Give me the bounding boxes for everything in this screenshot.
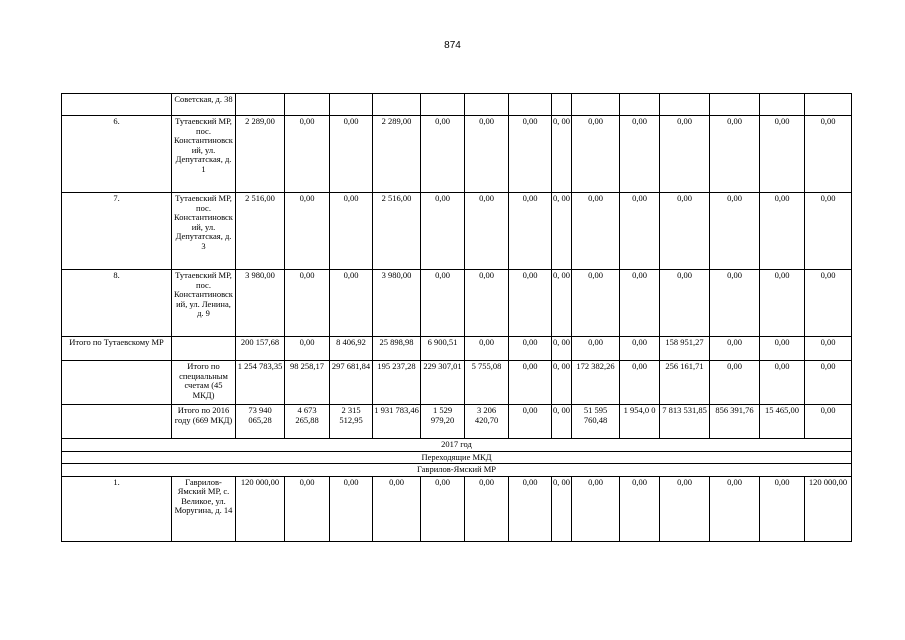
table-row-total-2016 bbox=[62, 405, 852, 439]
value-cell: 0,00 bbox=[805, 405, 852, 439]
section-row bbox=[62, 464, 852, 477]
value-cell: 856 391,76 bbox=[710, 405, 760, 439]
value-cell: 0,00 bbox=[285, 193, 330, 270]
address-cell: Советская, д. 38 bbox=[172, 94, 236, 116]
value-cell: 120 000,00 bbox=[236, 476, 285, 541]
section-district: Гаврилов-Ямский МР bbox=[62, 464, 852, 477]
value-cell: 297 681,84 bbox=[330, 361, 373, 405]
value-cell: 0,00 bbox=[285, 116, 330, 193]
value-cell: 0,00 bbox=[660, 193, 710, 270]
value-cell: 0,00 bbox=[660, 270, 710, 337]
value-cell: 3 980,00 bbox=[373, 270, 421, 337]
value-cell: 0,00 bbox=[285, 476, 330, 541]
address-cell: Тутаевский МР, пос. Константиновский, ул. Ленина, д. 9 bbox=[172, 270, 236, 337]
value-cell: 0, 00 bbox=[552, 116, 572, 193]
value-cell bbox=[285, 94, 330, 116]
value-cell bbox=[465, 94, 509, 116]
value-cell: 0,00 bbox=[465, 337, 509, 361]
value-cell: 0,00 bbox=[330, 476, 373, 541]
value-cell: 0,00 bbox=[421, 476, 465, 541]
value-cell: 8 406,92 bbox=[330, 337, 373, 361]
value-cell: 0,00 bbox=[620, 193, 660, 270]
value-cell: 2 289,00 bbox=[236, 116, 285, 193]
address-cell: Гаврилов-Ямский МР, с. Великое, ул. Моругина, д. 14 bbox=[172, 476, 236, 541]
value-cell: 0,00 bbox=[760, 337, 805, 361]
value-cell bbox=[710, 94, 760, 116]
value-cell: 0,00 bbox=[421, 270, 465, 337]
value-cell: 0, 00 bbox=[552, 270, 572, 337]
value-cell: 0,00 bbox=[710, 337, 760, 361]
value-cell: 0,00 bbox=[710, 116, 760, 193]
table-row bbox=[62, 476, 852, 541]
table-body bbox=[62, 94, 852, 542]
value-cell: 0,00 bbox=[509, 405, 552, 439]
value-cell bbox=[552, 94, 572, 116]
value-cell: 25 898,98 bbox=[373, 337, 421, 361]
value-cell: 0,00 bbox=[710, 193, 760, 270]
total-label: Итого по специальным счетам (45 МКД) bbox=[172, 361, 236, 405]
value-cell: 256 161,71 bbox=[660, 361, 710, 405]
value-cell: 1 954,0 0 bbox=[620, 405, 660, 439]
value-cell: 3 980,00 bbox=[236, 270, 285, 337]
value-cell: 0,00 bbox=[660, 116, 710, 193]
value-cell: 0,00 bbox=[572, 337, 620, 361]
value-cell: 0, 00 bbox=[552, 193, 572, 270]
housing-repair-table bbox=[61, 93, 852, 542]
value-cell: 0,00 bbox=[465, 476, 509, 541]
value-cell: 0,00 bbox=[620, 337, 660, 361]
value-cell: 0, 00 bbox=[552, 361, 572, 405]
value-cell: 0,00 bbox=[805, 337, 852, 361]
value-cell: 0,00 bbox=[572, 476, 620, 541]
value-cell: 98 258,17 bbox=[285, 361, 330, 405]
value-cell: 5 755,08 bbox=[465, 361, 509, 405]
value-cell: 0,00 bbox=[572, 116, 620, 193]
value-cell: 0,00 bbox=[710, 476, 760, 541]
value-cell: 0,00 bbox=[572, 193, 620, 270]
value-cell: 158 951,27 bbox=[660, 337, 710, 361]
table-row-total-special bbox=[62, 361, 852, 405]
value-cell: 0,00 bbox=[285, 270, 330, 337]
address-cell: Тутаевский МР, пос. Константиновский, ул. Депутатская, д. 1 bbox=[172, 116, 236, 193]
total-label: Итого по 2016 году (669 МКД) bbox=[172, 405, 236, 439]
value-cell: 73 940 065,28 bbox=[236, 405, 285, 439]
value-cell: 0,00 bbox=[509, 476, 552, 541]
value-cell: 0,00 bbox=[509, 361, 552, 405]
value-cell: 3 206 420,70 bbox=[465, 405, 509, 439]
value-cell: 0,00 bbox=[421, 116, 465, 193]
value-cell: 0,00 bbox=[710, 270, 760, 337]
empty-cell bbox=[172, 337, 236, 361]
value-cell: 0,00 bbox=[330, 193, 373, 270]
value-cell: 200 157,68 bbox=[236, 337, 285, 361]
value-cell: 0,00 bbox=[421, 193, 465, 270]
total-label: Итого по Тутаевскому МР bbox=[62, 337, 172, 361]
value-cell: 0,00 bbox=[509, 270, 552, 337]
table-row bbox=[62, 193, 852, 270]
value-cell: 0,00 bbox=[465, 116, 509, 193]
value-cell: 0,00 bbox=[805, 193, 852, 270]
table-row bbox=[62, 116, 852, 193]
row-number-cell bbox=[62, 94, 172, 116]
value-cell: 0, 00 bbox=[552, 476, 572, 541]
row-number-cell: 8. bbox=[62, 270, 172, 337]
value-cell: 6 900,51 bbox=[421, 337, 465, 361]
value-cell: 0,00 bbox=[805, 361, 852, 405]
value-cell: 195 237,28 bbox=[373, 361, 421, 405]
value-cell: 0,00 bbox=[509, 116, 552, 193]
value-cell: 0,00 bbox=[760, 193, 805, 270]
value-cell: 120 000,00 bbox=[805, 476, 852, 541]
value-cell: 0,00 bbox=[805, 270, 852, 337]
value-cell bbox=[373, 94, 421, 116]
value-cell: 2 516,00 bbox=[236, 193, 285, 270]
value-cell: 0,00 bbox=[620, 476, 660, 541]
value-cell: 1 931 783,46 bbox=[373, 405, 421, 439]
value-cell: 1 254 783,35 bbox=[236, 361, 285, 405]
section-row bbox=[62, 451, 852, 464]
value-cell: 0,00 bbox=[620, 116, 660, 193]
value-cell bbox=[421, 94, 465, 116]
value-cell: 0,00 bbox=[509, 193, 552, 270]
value-cell bbox=[572, 94, 620, 116]
value-cell: 0,00 bbox=[509, 337, 552, 361]
value-cell: 229 307,01 bbox=[421, 361, 465, 405]
page-number: 874 bbox=[444, 40, 461, 51]
table-row bbox=[62, 270, 852, 337]
value-cell bbox=[760, 94, 805, 116]
empty-cell bbox=[62, 361, 172, 405]
value-cell: 0, 00 bbox=[552, 337, 572, 361]
value-cell: 7 813 531,85 bbox=[660, 405, 710, 439]
value-cell: 0,00 bbox=[285, 337, 330, 361]
value-cell: 4 673 265,88 bbox=[285, 405, 330, 439]
value-cell: 0,00 bbox=[572, 270, 620, 337]
value-cell: 2 516,00 bbox=[373, 193, 421, 270]
section-transit: Переходящие МКД bbox=[62, 451, 852, 464]
value-cell: 0,00 bbox=[805, 116, 852, 193]
table-row-total-tutaev bbox=[62, 337, 852, 361]
section-row bbox=[62, 439, 852, 452]
address-cell: Тутаевский МР, пос. Константиновский, ул. Депутатская, д. 3 bbox=[172, 193, 236, 270]
value-cell bbox=[236, 94, 285, 116]
value-cell: 0,00 bbox=[373, 476, 421, 541]
value-cell: 1 529 979,20 bbox=[421, 405, 465, 439]
value-cell: 0,00 bbox=[660, 476, 710, 541]
value-cell: 0,00 bbox=[330, 270, 373, 337]
table-row bbox=[62, 94, 852, 116]
value-cell: 2 315 512,95 bbox=[330, 405, 373, 439]
value-cell: 51 595 760,48 bbox=[572, 405, 620, 439]
value-cell: 15 465,00 bbox=[760, 405, 805, 439]
value-cell: 0,00 bbox=[330, 116, 373, 193]
row-number-cell: 1. bbox=[62, 476, 172, 541]
value-cell bbox=[805, 94, 852, 116]
value-cell: 0,00 bbox=[620, 361, 660, 405]
value-cell: 0,00 bbox=[760, 361, 805, 405]
row-number-cell: 6. bbox=[62, 116, 172, 193]
value-cell: 0,00 bbox=[760, 270, 805, 337]
value-cell: 2 289,00 bbox=[373, 116, 421, 193]
empty-cell bbox=[62, 405, 172, 439]
value-cell bbox=[620, 94, 660, 116]
row-number-cell: 7. bbox=[62, 193, 172, 270]
value-cell: 0,00 bbox=[465, 193, 509, 270]
value-cell: 0,00 bbox=[760, 116, 805, 193]
value-cell bbox=[660, 94, 710, 116]
value-cell bbox=[330, 94, 373, 116]
value-cell: 0,00 bbox=[620, 270, 660, 337]
value-cell: 0, 00 bbox=[552, 405, 572, 439]
section-year: 2017 год bbox=[62, 439, 852, 452]
value-cell bbox=[509, 94, 552, 116]
value-cell: 0,00 bbox=[710, 361, 760, 405]
value-cell: 0,00 bbox=[465, 270, 509, 337]
value-cell: 0,00 bbox=[760, 476, 805, 541]
value-cell: 172 382,26 bbox=[572, 361, 620, 405]
